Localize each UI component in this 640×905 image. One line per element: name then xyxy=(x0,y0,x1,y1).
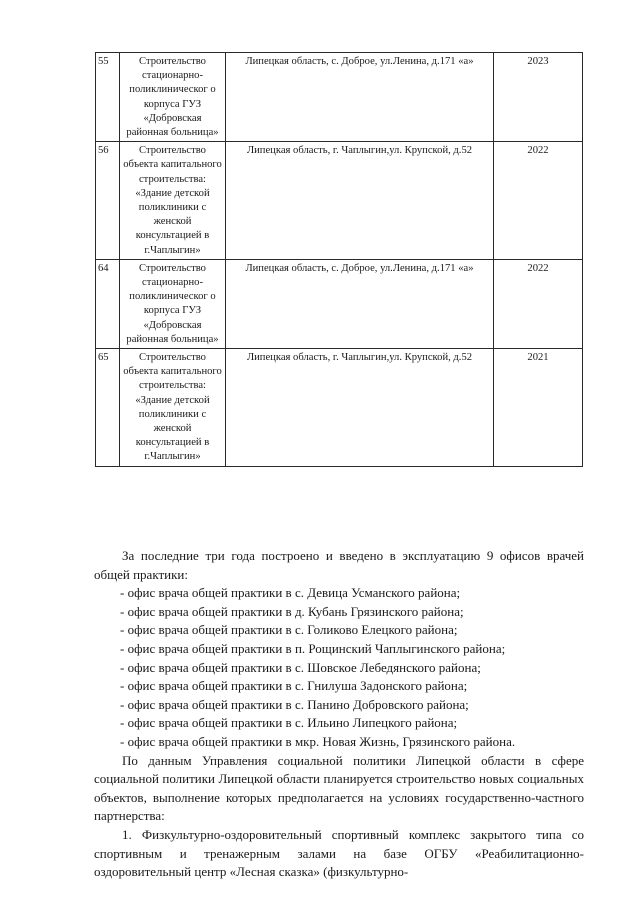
offices-list xyxy=(94,584,584,751)
list-item: - офис врача общей практики в с. Девица Усманского района; xyxy=(120,585,461,601)
table-row xyxy=(96,259,583,348)
list-item: - офис врача общей практики в с. Гнилуша Задонского района; xyxy=(120,678,468,694)
numbered-item-1: 1. Физкультурно-оздоровительный спортивный комплекс закрытого типа со спортивным и тренажерным залами на базе ОГБУ «Реабилитационно- оздоровительный центр «Лесная сказка» (физкультурно- xyxy=(94,826,584,880)
object-name: Строительство стационарно-поликлиническог о корпуса ГУЗ «Добровская районная больница» xyxy=(120,259,226,348)
object-name: Строительство объекта капитального строительства: «Здание детской поликлиники с женской консультацией в г.Чаплыгин» xyxy=(120,142,226,260)
list-item: - офис врача общей практики в с. Голиково Елецкого района; xyxy=(120,622,458,638)
row-number: 65 xyxy=(96,349,120,467)
row-number: 56 xyxy=(96,142,120,260)
table-row xyxy=(96,142,583,260)
table-row xyxy=(96,53,583,142)
list-item: - офис врача общей практики в п. Рощинский Чаплыгинского района; xyxy=(120,640,506,656)
object-year: 2022 xyxy=(494,259,583,348)
list-item: - офис врача общей практики в с. Панино Добровского района; xyxy=(120,696,469,712)
list-item: - офис врача общей практики в с. Шовское Лебедянского района; xyxy=(120,659,481,675)
body-text xyxy=(94,547,584,882)
object-name: Строительство объекта капитального строительства: «Здание детской поликлиники с женской консультацией в г.Чаплыгин» xyxy=(120,349,226,467)
row-number: 64 xyxy=(96,259,120,348)
object-year: 2023 xyxy=(494,53,583,142)
object-name: Строительство стационарно-поликлиническог о корпуса ГУЗ «Добровская районная больница» xyxy=(120,53,226,142)
planned-objects-paragraph: По данным Управления социальной политики Липецкой области в сфере социальной политики Липецкой области планируется строительство новых социальных объектов, выполнение которых предполагается на условиях государственно-частного партнерства: xyxy=(94,752,584,824)
object-year: 2022 xyxy=(494,142,583,260)
object-address: Липецкая область, г. Чаплыгин,ул. Крупской, д.52 xyxy=(226,349,494,467)
object-year: 2021 xyxy=(494,349,583,467)
object-address: Липецкая область, г. Чаплыгин,ул. Крупской, д.52 xyxy=(226,142,494,260)
table-row xyxy=(96,349,583,467)
row-number: 55 xyxy=(96,53,120,142)
object-address: Липецкая область, с. Доброе, ул.Ленина, д.171 «а» xyxy=(226,53,494,142)
list-item: - офис врача общей практики в мкр. Новая Жизнь, Грязинского района. xyxy=(120,733,516,749)
object-address: Липецкая область, с. Доброе, ул.Ленина, д.171 «а» xyxy=(226,259,494,348)
list-item: - офис врача общей практики в с. Ильино Липецкого района; xyxy=(120,715,458,731)
construction-objects-table xyxy=(95,52,583,467)
list-item: - офис врача общей практики в д. Кубань Грязинского района; xyxy=(120,603,464,619)
intro-paragraph: За последние три года построено и введено в эксплуатацию 9 офисов врачей общей практики: xyxy=(94,548,584,582)
